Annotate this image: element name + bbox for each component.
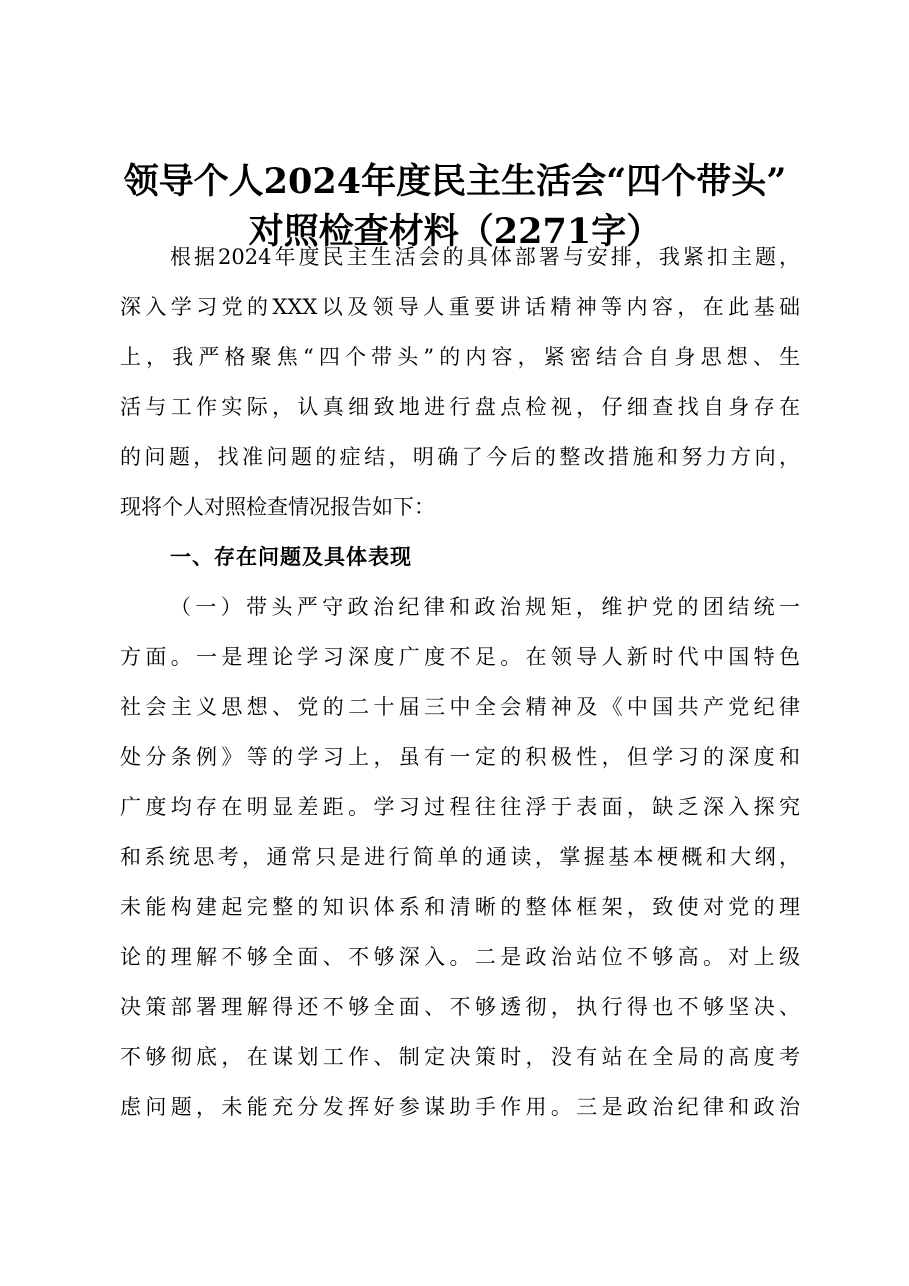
section-heading: 一、存在问题及具体表现 [170,545,412,569]
paragraph-line: 广度均存在明显差距。学习过程往往浮于表面，缺乏深入探究 [120,795,800,819]
paragraph-line: 社会主义思想、党的二十届三中全会精神及《中国共产党纪律 [120,695,800,719]
paragraph-line: 虑问题，未能充分发挥好参谋助手作用。三是政治纪律和政治 [120,1095,800,1119]
paragraph-line: 现将个人对照检查情况报告如下： [120,495,435,519]
paragraph-line: 方面。一是理论学习深度广度不足。在领导人新时代中国特色 [120,645,800,669]
paragraph-line: 活与工作实际，认真细致地进行盘点检视，仔细查找自身存在 [120,395,800,419]
document-title-line-2: 对照检查材料（2271字） [248,211,662,252]
paragraph-line: 和系统思考，通常只是进行简单的通读，掌握基本梗概和大纲， [120,845,800,869]
paragraph-line: 决策部署理解得还不够全面、不够透彻，执行得也不够坚决、 [120,995,800,1019]
paragraph-line: 上，我严格聚焦“四个带头”的内容，紧密结合自身思想、生 [120,345,800,369]
paragraph-line: 处分条例》等的学习上，虽有一定的积极性，但学习的深度和 [120,745,800,769]
paragraph-line: 深入学习党的XXX以及领导人重要讲话精神等内容，在此基础 [120,295,800,319]
paragraph-line: 未能构建起完整的知识体系和清晰的整体框架，致使对党的理 [120,895,800,919]
paragraph-line: 的问题，找准问题的症结，明确了今后的整改措施和努力方向， [120,445,800,469]
document-title-line-1: 领导个人2024年度民主生活会“四个带头” [123,161,787,202]
paragraph-line: 不够彻底，在谋划工作、制定决策时，没有站在全局的高度考 [120,1045,800,1069]
paragraph-line: 论的理解不够全面、不够深入。二是政治站位不够高。对上级 [120,945,800,969]
paragraph-line: （一）带头严守政治纪律和政治规矩，维护党的团结统一 [170,595,800,619]
paragraph-line: 根据2024年度民主生活会的具体部署与安排，我紧扣主题， [170,245,800,269]
